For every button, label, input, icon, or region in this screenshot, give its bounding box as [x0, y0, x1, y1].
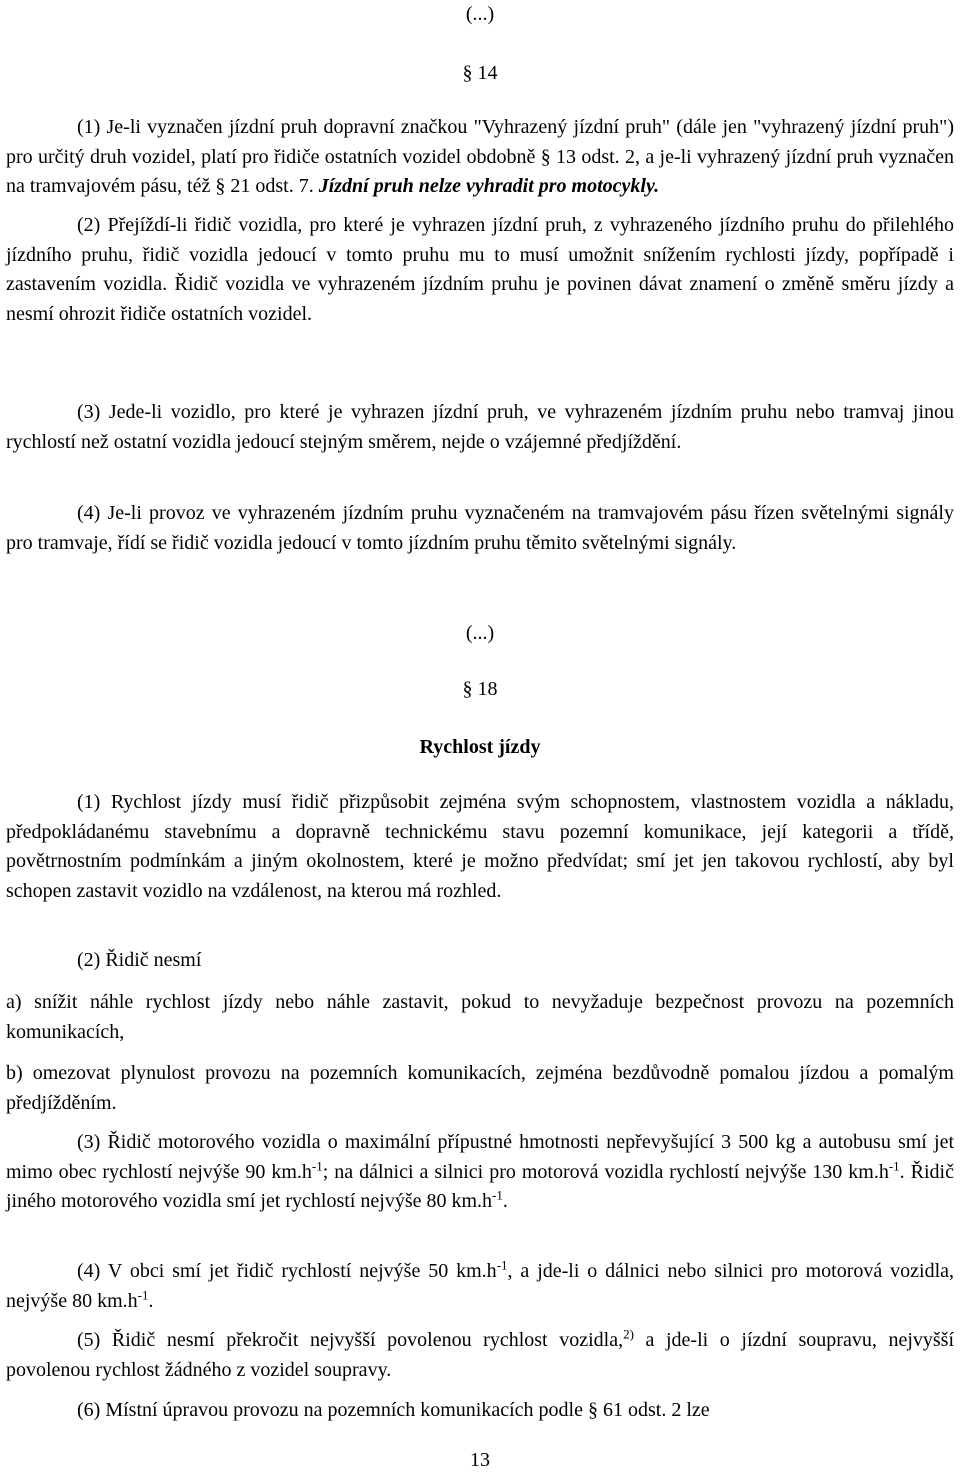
- s18-p4-part-b: , a jde-li o dálnici nebo silnici pro motorová vozidla, nejvýše 80 km.h: [6, 1260, 955, 1312]
- s14-paragraph-4: (4) Je-li provoz ve vyhrazeném jízdním pruhu vyznačeném na tramvajovém pásu řízen světelnými signály pro tramvaje, řídí se řidič vozidla jedoucí v tomto jízdním pruhu těmito světelnými signály.: [6, 502, 954, 554]
- s18-paragraph-2: (2) Řidič nesmí: [77, 949, 202, 971]
- s18-p4-sup-2: -1: [137, 1286, 149, 1302]
- s18-p3-sup-2: -1: [888, 1157, 900, 1173]
- s14-paragraph-3: (3) Jede-li vozidlo, pro které je vyhrazen jízdní pruh, ve vyhrazeném jízdním pruhu nebo tramvaj jinou rychlostí než ostatní vozidla jedoucí stejným směrem, nejde o vzájemné předjíždění.: [6, 401, 954, 453]
- s14-p1-bold: Jízdní pruh nelze vyhradit pro motocykly.: [318, 175, 660, 197]
- s18-p3-part-c: . Řidič jiného motorového vozidla smí jet rychlostí nejvýše 80 km.h: [6, 1160, 954, 1212]
- s18-p3-sup-3: -1: [492, 1187, 503, 1203]
- s18-paragraph-6: (6) Místní úpravou provozu na pozemních komunikacích podle § 61 odst. 2 lze: [77, 1399, 710, 1421]
- section-14-label: § 14: [462, 62, 498, 84]
- s18-item-a: a) snížit náhle rychlost jízdy nebo náhle zastavit, pokud to nevyžaduje bezpečnost provozu na pozemních komunikacích,: [6, 991, 954, 1043]
- s14-paragraph-1: [6, 113, 954, 202]
- s18-p5-footnote-ref: 2): [623, 1326, 634, 1342]
- s18-p3-sup-1: -1: [311, 1157, 323, 1173]
- s18-paragraph-1: (1) Rychlost jízdy musí řidič přizpůsobit zejména svým schopnostem, vlastnostem vozidla a nákladu, předpokládanému stavebnímu a dopravně technickému stavu pozemní komunikace, její kategorii a třídě, povětrnostním podmínkám a jiným okolnostem, které je možno předvídat; smí jet jen takovou rychlostí, aby byl schopen zastavit vozidlo na vzdálenost, na kterou má rozhled.: [6, 791, 954, 902]
- ellipsis-middle: (...): [465, 622, 495, 644]
- s14-paragraph-2: (2) Přejíždí-li řidič vozidla, pro které je vyhrazen jízdní pruh, z vyhrazeného jízdního pruhu do přilehlého jízdního pruhu, řidič vozidla jedoucí v tomto pruhu mu to musí umožnit snížením rychlosti jízdy, popřípadě i zastavením vozidla. Řidič vozidla ve vyhrazeném jízdním pruhu je povinen dávat znamení o změně směru jízdy a nesmí ohrozit řidiče ostatních vozidel.: [6, 214, 954, 325]
- s18-p4-part-a: (4) V obci smí jet řidič rychlostí nejvýše 50 km.h: [77, 1260, 497, 1282]
- section-18-label: § 18: [462, 678, 498, 700]
- s18-p5-part-a: (5) Řidič nesmí překročit nejvyšší povolenou rychlost vozidla,: [77, 1329, 624, 1351]
- s18-p3-part-a: (3) Řidič motorového vozidla o maximální přípustné hmotnosti nepřevyšující 3 500 kg a autobusu smí jet mimo obec rychlostí nejvýše 90 km.h: [6, 1131, 954, 1183]
- ellipsis-top: (...): [465, 3, 495, 25]
- s18-paragraph-4: [6, 1257, 954, 1316]
- page-number: 13: [470, 1449, 490, 1471]
- s18-p3-part-b: ; na dálnici a silnici pro motorová vozidla rychlostí nejvýše 130 km.h: [322, 1160, 889, 1183]
- section-18-title: Rychlost jízdy: [419, 736, 541, 758]
- s18-item-b: b) omezovat plynulost provozu na pozemních komunikacích, zejména bezdůvodně pomalou jízdou a pomalým předjížděním.: [6, 1062, 954, 1114]
- s18-paragraph-5: [6, 1326, 954, 1385]
- s18-p4-part-c: .: [148, 1289, 154, 1312]
- s18-p4-sup-1: -1: [496, 1257, 508, 1273]
- s18-p3-part-d: .: [502, 1190, 508, 1212]
- s18-p5-part-b: a jde-li o jízdní soupravu, nejvyšší povolenou rychlost žádného z vozidel soupravy.: [6, 1329, 954, 1381]
- s18-paragraph-3: [6, 1128, 954, 1217]
- s14-p1-text: (1) Je-li vyznačen jízdní pruh dopravní značkou "Vyhrazený jízdní pruh" (dále jen "vyhrazený jízdní pruh") pro určitý druh vozidel, platí pro řidiče ostatních vozidel obdobně § 13 odst. 2, a je-li vyhrazený jízdní pruh vyznačen na tramvajovém pásu, též § 21 odst. 7.: [6, 116, 954, 197]
